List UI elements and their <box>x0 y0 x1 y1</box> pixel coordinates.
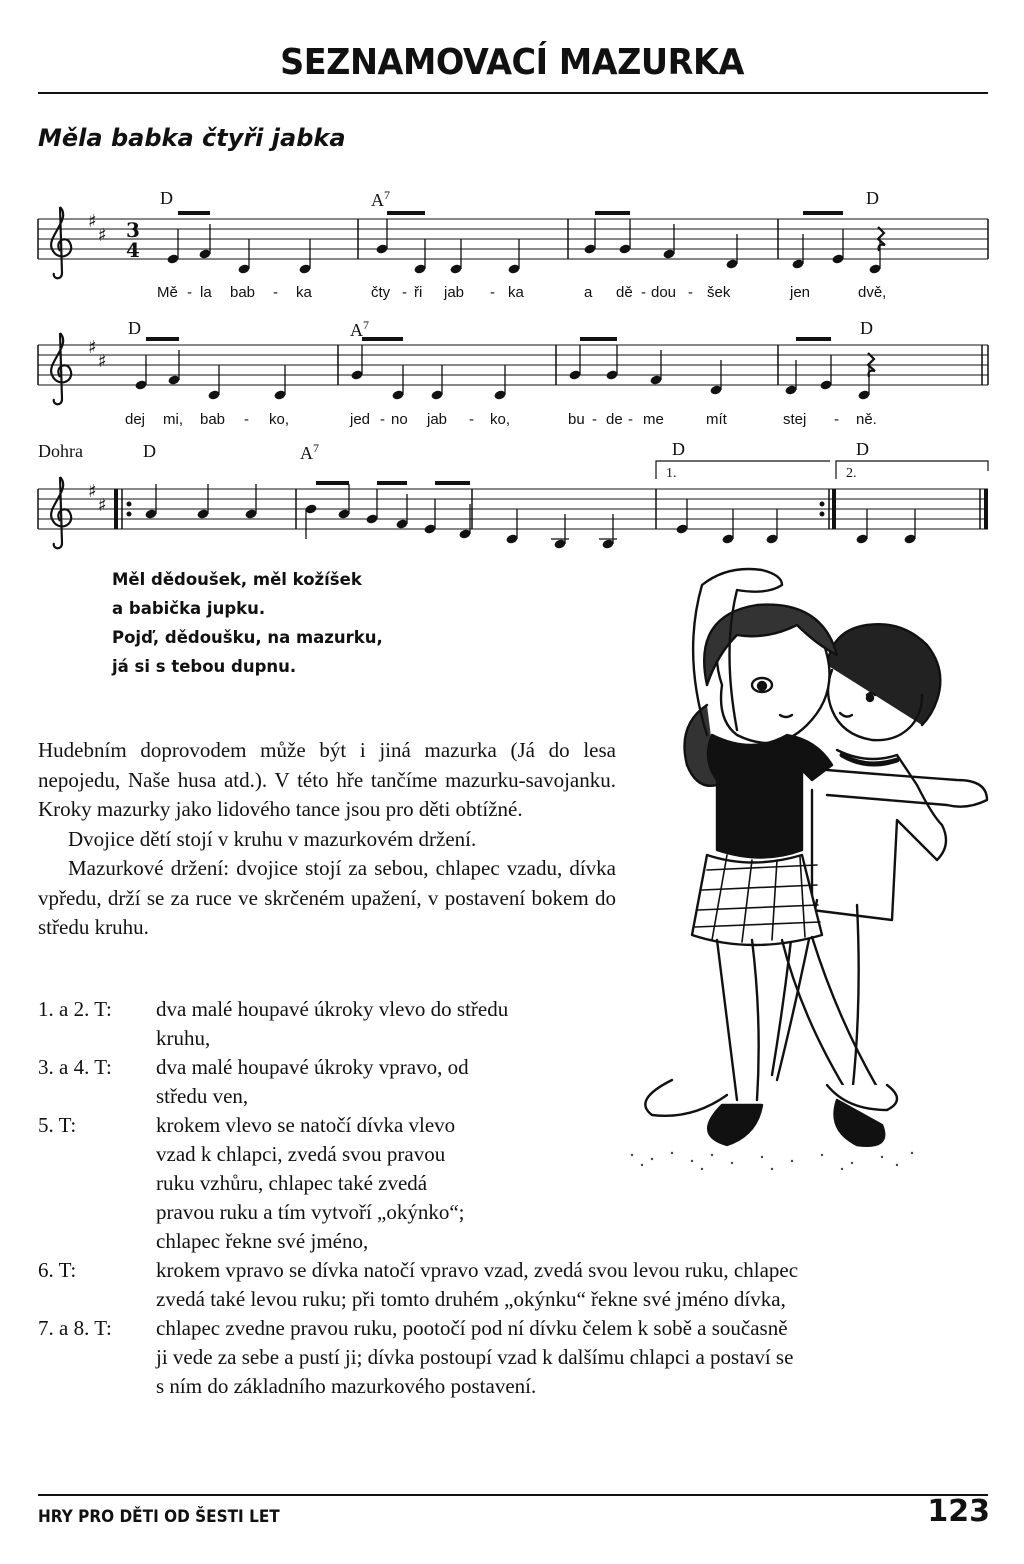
step-line: dva malé houpavé úkroky vpravo, od <box>156 1055 469 1079</box>
step-line: ruku vzhůru, chlapec také zvedá <box>156 1171 428 1195</box>
chord-symbol: $A^7$ <box>371 188 390 210</box>
treble-clef-icon <box>51 207 71 278</box>
step-line: chlapec řekne své jméno, <box>156 1229 369 1253</box>
lyric-syllable: - <box>688 284 693 301</box>
lyric-syllable: dej <box>125 411 146 428</box>
lyric-syllable: Mě <box>157 284 178 301</box>
chord-symbol: D <box>143 441 156 461</box>
sharp-icon: ♯ <box>88 481 97 502</box>
lyric-syllable: - <box>469 411 474 428</box>
lyric-syllable: de <box>606 411 623 428</box>
page-number: 123 <box>927 1494 990 1529</box>
step-item <box>38 1314 993 1401</box>
volta-bracket <box>656 461 830 479</box>
lyric-syllable: ko, <box>269 411 290 428</box>
lyric-syllable: la <box>200 284 212 301</box>
step-line: ji vede za sebe a pustí ji; dívka postoupí vzad k dalšímu chlapci a postaví se <box>156 1345 794 1369</box>
step-label: 6. T: <box>38 1258 77 1282</box>
step-line: kruhu, <box>156 1026 211 1050</box>
step-item <box>38 1256 993 1314</box>
lyric-syllable: - <box>380 411 385 428</box>
lyric-syllable: dou <box>651 284 677 301</box>
description-text <box>38 736 616 943</box>
lyric-syllable: - <box>641 284 646 301</box>
lyric-syllable: - <box>273 284 278 301</box>
treble-clef-icon <box>51 477 71 548</box>
lyric-syllable: jab <box>427 411 448 428</box>
repeat-dot <box>820 512 825 517</box>
step-line: chlapec zvedne pravou ruku, pootočí pod ní dívku čelem k sobě a současně <box>156 1316 788 1340</box>
volta-bracket <box>836 461 988 479</box>
step-line: pravou ruku a tím vytvoří „okýnko“; <box>156 1200 465 1224</box>
chord-symbol: $A^7$ <box>350 318 369 340</box>
step-line: krokem vlevo se natočí dívka vlevo <box>156 1113 456 1137</box>
chord-symbol: D <box>160 188 173 208</box>
lyric-syllable: me <box>643 411 664 428</box>
lyric-syllable: ři <box>414 284 423 301</box>
lyric-syllable: ko, <box>490 411 511 428</box>
lyric-syllable: - <box>490 284 495 301</box>
lyric-syllable: jen <box>790 284 811 301</box>
step-label: 3. a 4. T: <box>38 1055 112 1079</box>
final-barline <box>984 489 988 529</box>
page-title: SEZNAMOVACÍ MAZURKA <box>280 42 744 83</box>
paragraph: Dvojice dětí stojí v kruhu v mazurkovém držení. <box>68 826 477 851</box>
verse-line: a babička jupku. <box>112 599 266 618</box>
lyric-syllable: mít <box>706 411 727 428</box>
time-signature: 4 <box>126 238 140 262</box>
dance-steps <box>38 995 993 1401</box>
footer-rule <box>38 1494 988 1496</box>
step-line: zvedá také levou ruku; při tomto druhém „okýnku“ řekne své jméno dívka, <box>156 1287 786 1311</box>
lyric-syllable: - <box>628 411 633 428</box>
lyric-syllable: ně. <box>856 411 877 428</box>
lyric-syllable: stej <box>783 411 807 428</box>
sharp-icon: ♯ <box>98 225 107 246</box>
chord-symbol: D <box>856 439 869 459</box>
repeat-barline <box>114 489 118 529</box>
paragraph: Mazurkové držení: dvojice stojí za sebou, chlapec vzadu, dívka vpředu, drží se za ruce ve skrčeném upažení, v postavení bokem do středu kruhu. <box>38 856 616 939</box>
chord-symbol: $A^7$ <box>300 441 319 463</box>
lyric-syllable: ka <box>296 284 312 301</box>
lyric-syllable: jab <box>444 284 465 301</box>
step-item <box>38 1111 993 1256</box>
lyric-syllable: čty <box>371 284 391 301</box>
song-verse <box>112 565 383 681</box>
lyric-syllable: dvě, <box>858 284 887 301</box>
verse-line: Měl dědoušek, měl kožíšek <box>112 570 362 589</box>
lyric-syllable: - <box>834 411 839 428</box>
volta-label: 1. <box>666 466 677 481</box>
chord-symbol: D <box>128 318 141 338</box>
lyric-syllable: no <box>391 411 408 428</box>
lyric-syllable: ka <box>508 284 524 301</box>
step-line: s ním do základního mazurkového postavení. <box>156 1374 537 1398</box>
lyric-syllable: a <box>584 284 593 301</box>
lyric-syllable: - <box>244 411 249 428</box>
step-item <box>38 1053 993 1111</box>
step-label: 5. T: <box>38 1113 77 1137</box>
paragraph: Hudebním doprovodem může být i jiná mazurka (Já do lesa nepojedu, Naše husa atd.). V této hře tančíme mazurku-savojanku. Kroky mazurky jako lidového tance jsou pro děti obtížné. <box>38 738 616 821</box>
chord-symbol: D <box>866 188 879 208</box>
step-line: středu ven, <box>156 1084 249 1108</box>
step-label: 1. a 2. T: <box>38 997 112 1021</box>
lyric-syllable: dě <box>616 284 633 301</box>
verse-line: já si s tebou dupnu. <box>112 657 297 676</box>
volta-label: 2. <box>846 466 857 481</box>
repeat-barline <box>832 489 836 529</box>
treble-clef-icon <box>51 333 71 404</box>
repeat-dot <box>820 502 825 507</box>
time-signature: 3 <box>126 218 140 242</box>
sharp-icon: ♯ <box>98 495 107 516</box>
repeat-dot <box>127 512 132 517</box>
repeat-dot <box>127 502 132 507</box>
step-label: 7. a 8. T: <box>38 1316 112 1340</box>
dohra-label: Dohra <box>38 441 83 461</box>
chord-symbol: D <box>672 439 685 459</box>
sharp-icon: ♯ <box>88 337 97 358</box>
step-item <box>38 995 993 1053</box>
lyric-syllable: šek <box>707 284 731 301</box>
verse-line: Pojď, dědoušku, na mazurku, <box>112 628 383 647</box>
lyric-syllable: bab <box>230 284 256 301</box>
step-line: vzad k chlapci, zvedá svou pravou <box>156 1142 446 1166</box>
lyric-syllable: - <box>402 284 407 301</box>
step-line: dva malé houpavé úkroky vlevo do středu <box>156 997 509 1021</box>
lyric-syllable: bu <box>568 411 585 428</box>
lyric-syllable: - <box>187 284 192 301</box>
sharp-icon: ♯ <box>88 211 97 232</box>
book-title: HRY PRO DĚTI OD ŠESTI LET <box>38 1507 280 1527</box>
song-title: Měla babka čtyři jabka <box>38 124 346 152</box>
lyric-syllable: mi, <box>163 411 183 428</box>
lyric-syllable: - <box>592 411 597 428</box>
sharp-icon: ♯ <box>98 351 107 372</box>
lyric-syllable: jed <box>350 411 371 428</box>
step-line: krokem vpravo se dívka natočí vpravo vzad, zvedá svou levou ruku, chlapec <box>156 1258 799 1282</box>
lyric-syllable: bab <box>200 411 226 428</box>
chord-symbol: D <box>860 318 873 338</box>
